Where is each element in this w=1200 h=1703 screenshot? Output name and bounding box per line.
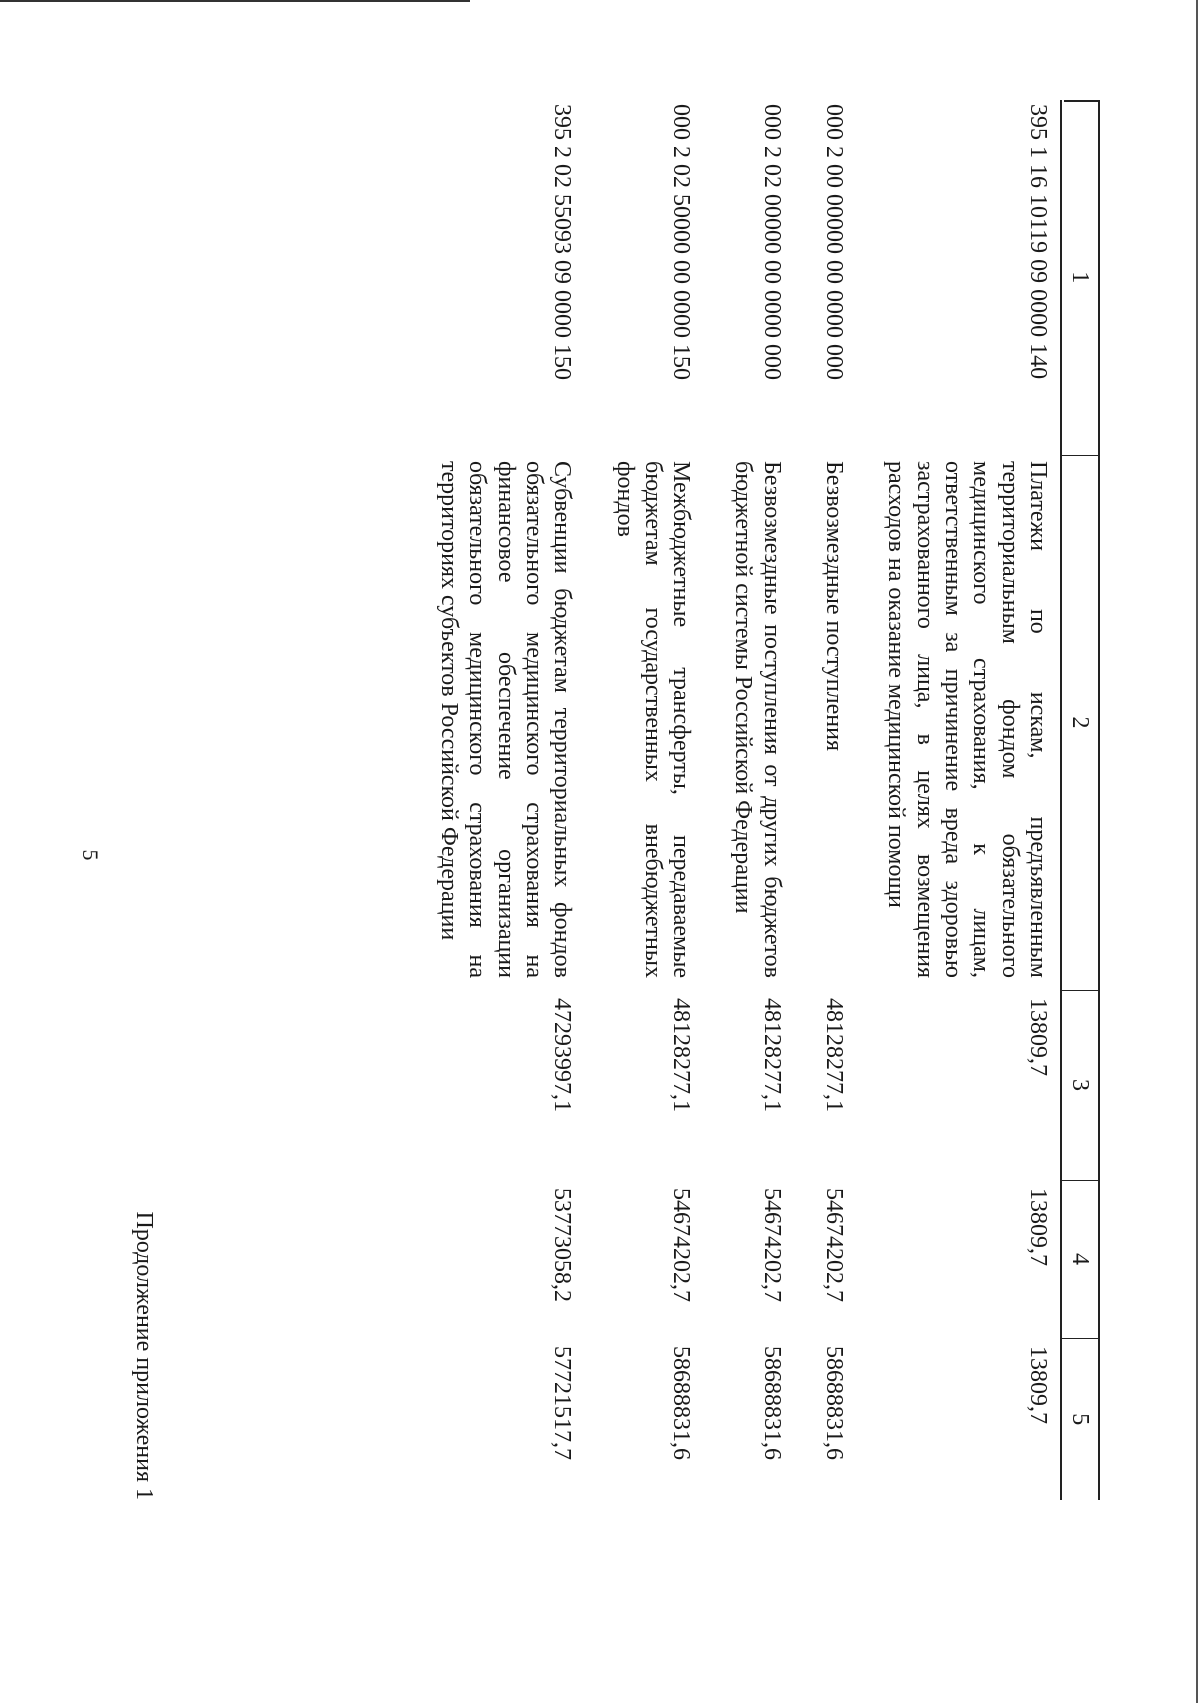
value-col-4: 13809,7 bbox=[1025, 1188, 1051, 1266]
table-header-row bbox=[1061, 100, 1099, 1500]
revenue-name: Платежи по искам, предъявленным территориальным фондом обязательного медицинского страхования, к лицам, ответственным за причинение вреда здоровью застрахованного лица, в целях возмещения расходов на оказание медицинской помощи bbox=[883, 461, 1051, 978]
value-col-4: 54674202,7 bbox=[821, 1188, 848, 1302]
value-col-3: 48128277,1 bbox=[821, 998, 848, 1112]
table-row bbox=[794, 100, 856, 1500]
value-col-5: 58688831,6 bbox=[758, 1346, 785, 1460]
column-header-3: 3 bbox=[1061, 990, 1099, 1180]
table-row bbox=[409, 100, 585, 1500]
value-col-5: 13809,7 bbox=[1025, 1346, 1051, 1424]
continuation-label: Продолжение приложения 1 bbox=[131, 1211, 157, 1500]
budget-code: 395 1 16 10119 09 0000 140 bbox=[1025, 104, 1051, 380]
value-col-3: 48128277,1 bbox=[668, 998, 695, 1112]
value-col-3: 48128277,1 bbox=[758, 998, 785, 1112]
value-col-4: 54674202,7 bbox=[758, 1188, 785, 1302]
rotated-page-content bbox=[100, 100, 1100, 1500]
budget-code: 000 2 02 50000 00 0000 150 bbox=[668, 104, 695, 380]
column-header-1: 1 bbox=[1061, 100, 1099, 455]
value-col-5: 58688831,6 bbox=[821, 1346, 848, 1460]
value-col-4: 54674202,7 bbox=[668, 1188, 695, 1302]
budget-code: 395 2 02 55093 09 0000 150 bbox=[549, 104, 576, 380]
table-row bbox=[856, 100, 1061, 1500]
value-col-4: 53773058,2 bbox=[549, 1188, 576, 1302]
revenue-name: Безвозмездные поступления от других бюджетов бюджетной системы Российской Федерации bbox=[730, 461, 785, 978]
revenue-table bbox=[409, 100, 1100, 1500]
value-col-5: 58688831,6 bbox=[668, 1346, 695, 1460]
column-header-5: 5 bbox=[1061, 1338, 1099, 1500]
revenue-name: Субвенции бюджетам территориальных фондов обязательного медицинского страхования на финансовое обеспечение организации обязательного медицинского страхования на территориях субъектов Российской Федерации bbox=[436, 461, 576, 978]
revenue-name: Межбюджетные трансферты, передаваемые бюджетам государственных внебюджетных фондов bbox=[611, 461, 695, 978]
value-col-3: 13809,7 bbox=[1025, 998, 1051, 1076]
table-row bbox=[584, 100, 703, 1500]
scan-edge-right bbox=[1196, 0, 1198, 1703]
revenue-name: Безвозмездные поступления bbox=[821, 461, 848, 751]
column-header-4: 4 bbox=[1061, 1180, 1099, 1338]
budget-code: 000 2 02 00000 00 0000 000 bbox=[758, 104, 785, 380]
value-col-5: 57721517,7 bbox=[549, 1346, 576, 1460]
page-number: 5 bbox=[78, 849, 103, 861]
budget-code: 000 2 00 00000 00 0000 000 bbox=[821, 104, 848, 380]
scan-edge-top bbox=[0, 0, 470, 2]
column-header-2: 2 bbox=[1061, 455, 1099, 990]
value-col-3: 47293997,1 bbox=[549, 998, 576, 1112]
table-row bbox=[703, 100, 794, 1500]
